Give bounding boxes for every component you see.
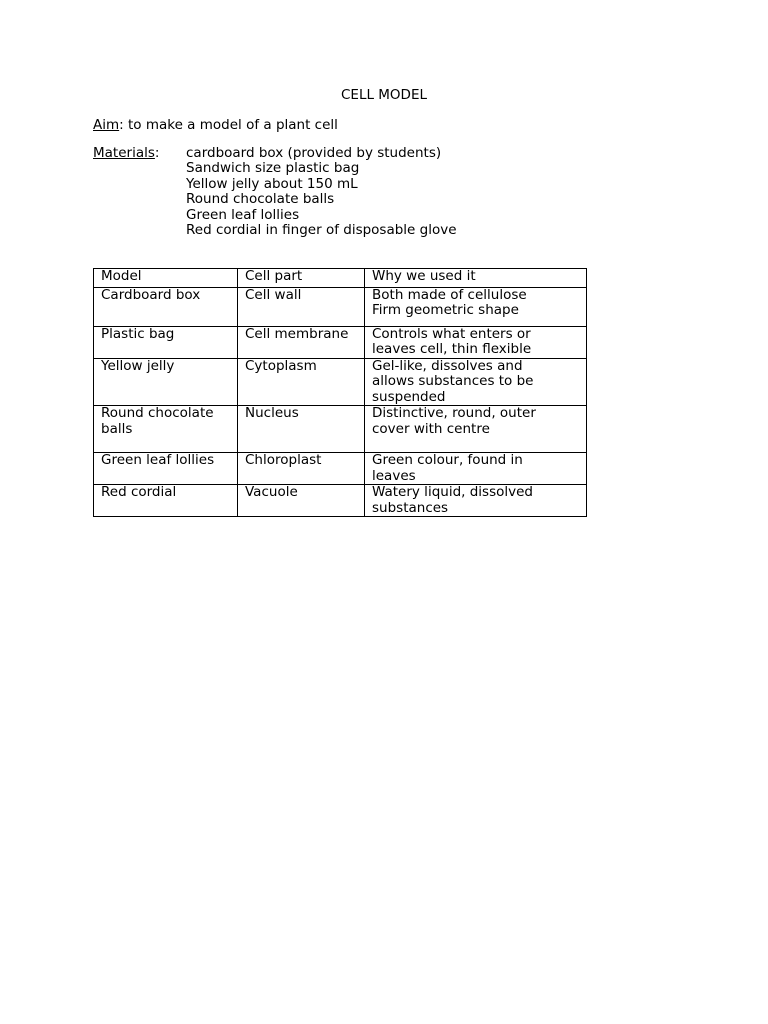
cell-model: Yellow jelly <box>94 359 238 406</box>
cell-model: Red cordial <box>94 485 238 517</box>
materials-label: Materials <box>93 145 155 161</box>
materials-item: Sandwich size plastic bag <box>186 160 360 177</box>
materials-label-line <box>93 146 159 161</box>
aim-label: Aim <box>93 117 120 133</box>
why-line: leaves <box>372 467 416 484</box>
why-line: cover with centre <box>372 420 490 437</box>
why-line: Both made of cellulose <box>372 287 527 303</box>
cell-part: Nucleus <box>238 406 365 453</box>
cell-model: Plastic bag <box>94 327 238 359</box>
column-header-why: Why we used it <box>365 269 587 288</box>
table-row <box>94 485 587 517</box>
table-row <box>94 327 587 359</box>
table-row <box>94 288 587 327</box>
materials-item: Red cordial in finger of disposable glove <box>186 222 457 239</box>
materials-colon: : <box>154 145 160 161</box>
materials-list <box>186 146 457 238</box>
materials-item: Yellow jelly about 150 mL <box>186 175 358 192</box>
why-line: Green colour, found in <box>372 452 523 469</box>
cell-part: Cell wall <box>238 288 365 327</box>
cell-model: Cardboard box <box>94 288 238 327</box>
column-header-cell-part: Cell part <box>238 269 365 288</box>
cell-part: Cytoplasm <box>238 359 365 406</box>
table-row <box>94 359 587 406</box>
table-row <box>94 406 587 453</box>
aim-text: : to make a model of a plant cell <box>119 117 338 133</box>
cell-why <box>365 359 587 406</box>
cell-why <box>365 485 587 517</box>
why-line: suspended <box>372 388 446 405</box>
page-title: CELL MODEL <box>340 87 427 103</box>
cell-why <box>365 453 587 485</box>
cell-part: Vacuole <box>238 485 365 517</box>
cell-model: Green leaf lollies <box>94 453 238 485</box>
cell-model-table <box>93 268 587 517</box>
cell-part: Chloroplast <box>238 453 365 485</box>
cell-why <box>365 327 587 359</box>
cell-why <box>365 288 587 327</box>
aim-line <box>93 116 338 134</box>
why-line: Watery liquid, dissolved <box>372 484 533 501</box>
why-line: substances <box>372 499 449 516</box>
table-row <box>94 453 587 485</box>
materials-item: Round chocolate balls <box>186 191 335 208</box>
why-line: Controls what enters or <box>372 326 531 342</box>
materials-item: cardboard box (provided by students) <box>186 145 442 161</box>
why-line: Distinctive, round, outer <box>372 405 536 422</box>
cell-part: Cell membrane <box>238 327 365 359</box>
why-line: allows substances to be <box>372 373 534 390</box>
table-header-row <box>94 269 587 288</box>
materials-item: Green leaf lollies <box>186 206 300 223</box>
column-header-model: Model <box>94 269 238 288</box>
cell-model: Round chocolate balls <box>94 406 238 453</box>
why-line: leaves cell, thin flexible <box>372 341 532 358</box>
why-line: Gel-like, dissolves and <box>372 358 523 374</box>
cell-why <box>365 406 587 453</box>
why-line: Firm geometric shape <box>372 302 519 319</box>
